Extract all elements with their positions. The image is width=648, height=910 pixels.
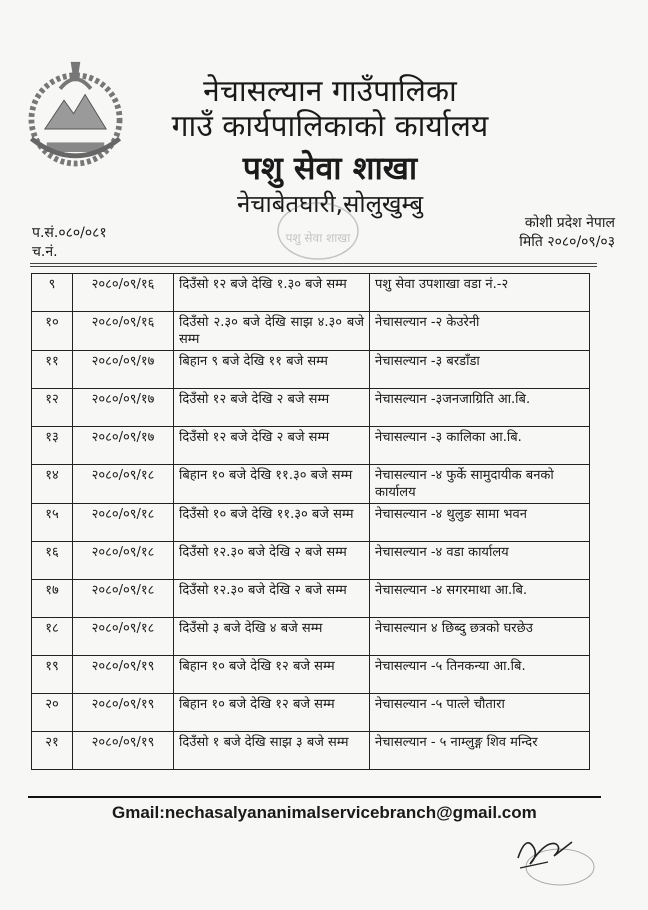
section-title: पशु सेवा शाखा xyxy=(242,149,418,187)
serial-cell: ९ xyxy=(32,274,73,312)
time-cell: दिउँसो १ बजे देखि साझ ३ बजे सम्म xyxy=(174,732,370,770)
date-cell: २०८०/०९/१९ xyxy=(73,694,174,732)
date-cell: २०८०/०९/१८ xyxy=(73,465,174,504)
time-cell: बिहान १० बजे देखि १२ बजे सम्म xyxy=(174,656,370,694)
place-cell: नेचासल्यान -३जनजाग्रिति आ.बि. xyxy=(370,389,590,427)
date-cell: २०८०/०९/१८ xyxy=(73,618,174,656)
municipality-title: नेचासल्यान गाउँपालिका xyxy=(203,74,457,109)
table-row xyxy=(32,274,590,312)
table-row xyxy=(32,542,590,580)
dispatch-number: च.नं. xyxy=(32,244,58,260)
table-row xyxy=(32,427,590,465)
stamp-text: पशु सेवा शाखा xyxy=(285,231,351,245)
time-cell: दिउँसो १० बजे देखि ११.३० बजे सम्म xyxy=(174,504,370,542)
date-block xyxy=(519,214,615,252)
date-cell: २०८०/०९/१६ xyxy=(73,274,174,312)
date-cell: २०८०/०९/१९ xyxy=(73,656,174,694)
date-cell: २०८०/०९/१७ xyxy=(73,351,174,389)
place-cell: नेचासल्यान -३ बरडाँडा xyxy=(370,351,590,389)
place-cell: नेचासल्यान ४ छिब्दु छत्रको घरछेउ xyxy=(370,618,590,656)
table-row xyxy=(32,580,590,618)
footer-divider xyxy=(28,796,601,798)
serial-cell: १० xyxy=(32,312,73,351)
office-stamp-icon xyxy=(268,196,368,266)
date-cell: २०८०/०९/१७ xyxy=(73,427,174,465)
nepal-emblem-icon xyxy=(18,60,133,175)
letter-number: प.सं.०८०/०८१ xyxy=(32,225,107,241)
time-cell: बिहान १० बजे देखि ११.३० बजे सम्म xyxy=(174,465,370,504)
time-cell: दिउँसो १२ बजे देखि २ बजे सम्म xyxy=(174,389,370,427)
header-divider-2 xyxy=(30,266,597,267)
serial-cell: १७ xyxy=(32,580,73,618)
header-divider xyxy=(30,263,597,264)
serial-cell: १४ xyxy=(32,465,73,504)
serial-cell: २१ xyxy=(32,732,73,770)
serial-cell: १३ xyxy=(32,427,73,465)
table-row xyxy=(32,312,590,351)
date-cell: २०८०/०९/१६ xyxy=(73,312,174,351)
schedule-table xyxy=(31,273,590,770)
date-cell: २०८०/०९/१८ xyxy=(73,542,174,580)
place-cell: नेचासल्यान - ५ नाम्लुङ्ग शिव मन्दिर xyxy=(370,732,590,770)
serial-cell: २० xyxy=(32,694,73,732)
serial-cell: १६ xyxy=(32,542,73,580)
office-title: गाउँ कार्यपालिकाको कार्यालय xyxy=(171,109,489,144)
table-row xyxy=(32,618,590,656)
date-cell: २०८०/०९/१८ xyxy=(73,580,174,618)
time-cell: दिउँसो १२ बजे देखि १.३० बजे सम्म xyxy=(174,274,370,312)
table-row xyxy=(32,504,590,542)
time-cell: बिहान १० बजे देखि १२ बजे सम्म xyxy=(174,694,370,732)
serial-cell: १८ xyxy=(32,618,73,656)
table-row xyxy=(32,732,590,770)
serial-cell: १९ xyxy=(32,656,73,694)
table-row xyxy=(32,351,590,389)
time-cell: दिउँसो १२.३० बजे देखि २ बजे सम्म xyxy=(174,542,370,580)
place-cell: नेचासल्यान -५ पात्ले चौतारा xyxy=(370,694,590,732)
date-cell: २०८०/०९/१७ xyxy=(73,389,174,427)
time-cell: दिउँसो २.३० बजे देखि साझ ४.३० बजे सम्म xyxy=(174,312,370,351)
province-label: कोशी प्रदेश नेपाल xyxy=(524,215,615,231)
date-cell: २०८०/०९/१९ xyxy=(73,732,174,770)
time-cell: दिउँसो ३ बजे देखि ४ बजे सम्म xyxy=(174,618,370,656)
issue-date: मिति २०८०/०९/०३ xyxy=(519,234,615,250)
place-cell: नेचासल्यान -४ वडा कार्यालय xyxy=(370,542,590,580)
place-cell: नेचासल्यान -४ फुर्के सामुदायीक बनको कार्यालय xyxy=(370,465,590,504)
place-cell: नेचासल्यान -४ थुलुङ सामा भवन xyxy=(370,504,590,542)
time-cell: बिहान ९ बजे देखि ११ बजे सम्म xyxy=(174,351,370,389)
table-row xyxy=(32,656,590,694)
place-cell: नेचासल्यान -२ केउरेनी xyxy=(370,312,590,351)
time-cell: दिउँसो १२.३० बजे देखि २ बजे सम्म xyxy=(174,580,370,618)
date-cell: २०८०/०९/१८ xyxy=(73,504,174,542)
serial-cell: ११ xyxy=(32,351,73,389)
serial-cell: १५ xyxy=(32,504,73,542)
table-row xyxy=(32,389,590,427)
contact-email[interactable]: Gmail:nechasalyananimalservicebranch@gmail.com xyxy=(112,803,537,822)
table-row xyxy=(32,465,590,504)
place-cell: नेचासल्यान -४ सगरमाथा आ.बि. xyxy=(370,580,590,618)
office-address: नेचाबेतघारी,सोलुखुम्बु xyxy=(236,190,424,218)
serial-cell: १२ xyxy=(32,389,73,427)
place-cell: नेचासल्यान -५ तिनकन्या आ.बि. xyxy=(370,656,590,694)
reference-block xyxy=(32,224,107,262)
time-cell: दिउँसो १२ बजे देखि २ बजे सम्म xyxy=(174,427,370,465)
place-cell: नेचासल्यान -३ कालिका आ.बि. xyxy=(370,427,590,465)
signature-icon xyxy=(500,822,600,892)
table-row xyxy=(32,694,590,732)
place-cell: पशु सेवा उपशाखा वडा नं.-२ xyxy=(370,274,590,312)
